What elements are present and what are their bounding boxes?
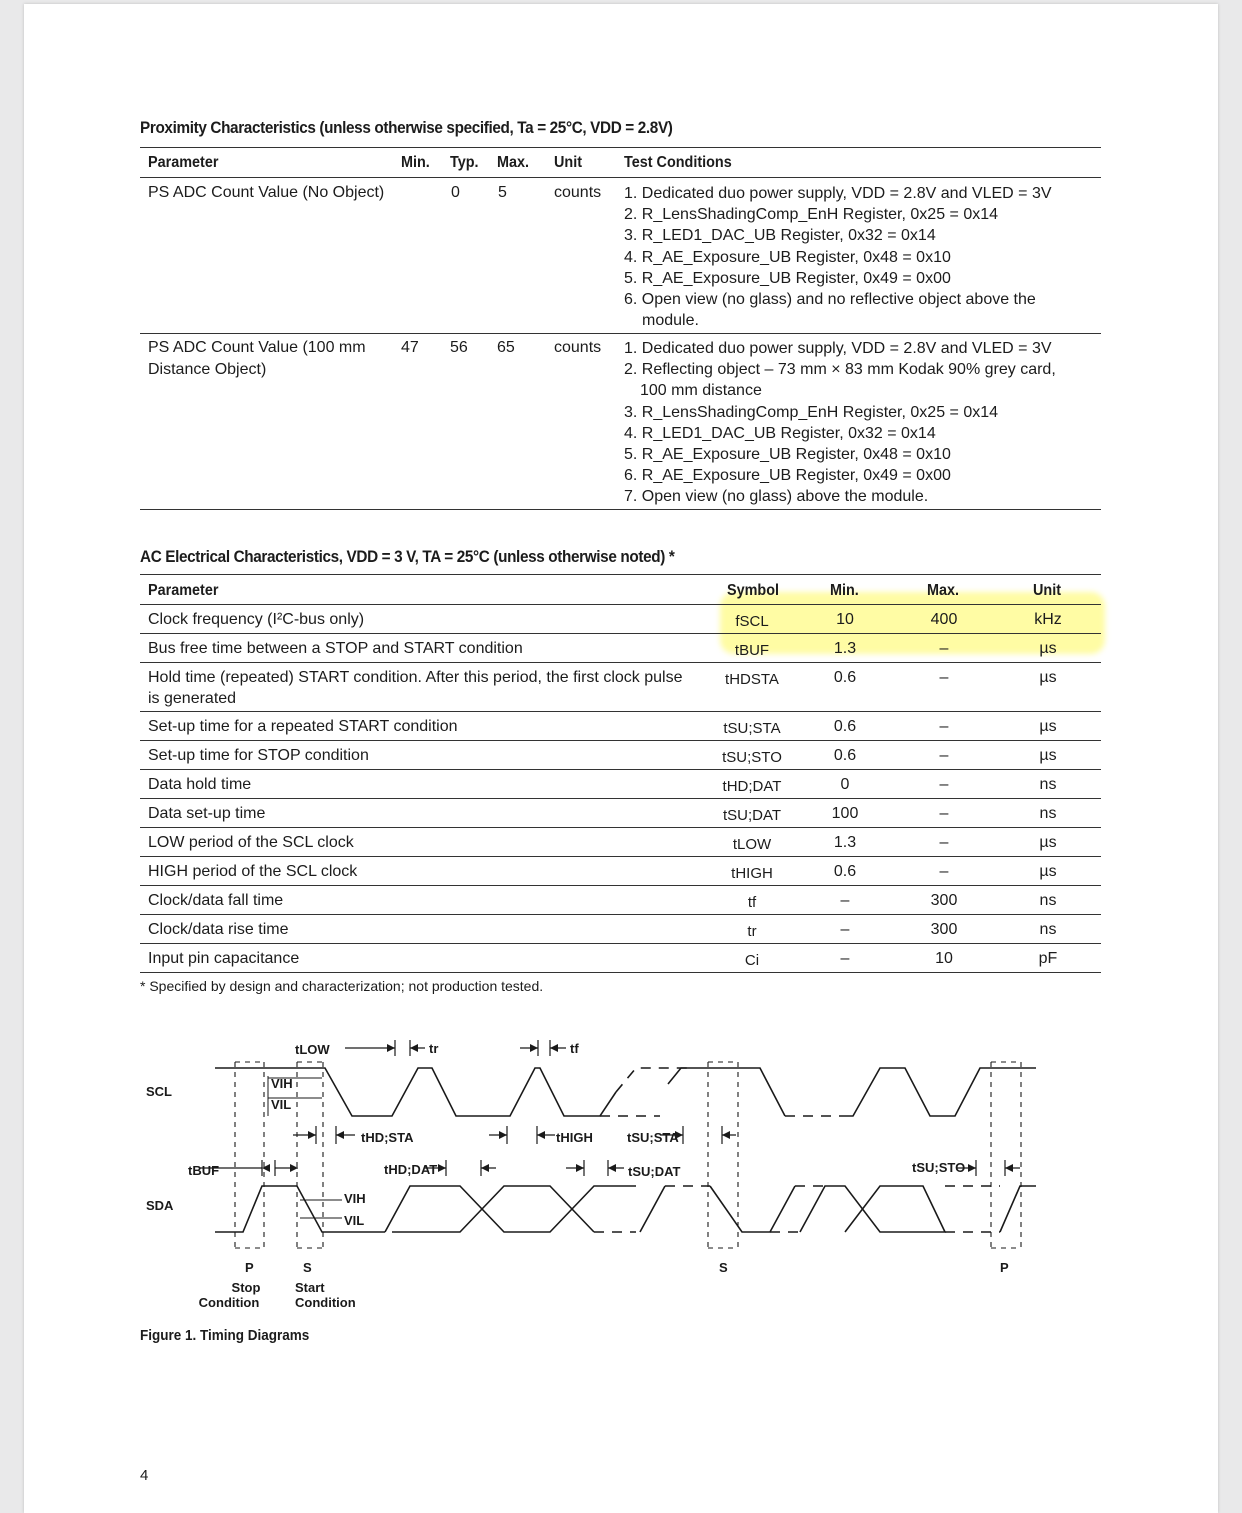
ac-max: 400: [930, 611, 958, 628]
ac-symbol: tHDSTA: [725, 671, 779, 688]
prox-row1-typ: 0: [451, 184, 460, 201]
col-header-test-conditions: Test Conditions: [624, 154, 732, 171]
condition-line: 6. R_AE_Exposure_UB Register, 0x49 = 0x00: [624, 467, 951, 485]
col-header-min: Min.: [401, 154, 430, 171]
condition-line: 5. R_AE_Exposure_UB Register, 0x48 = 0x10: [624, 446, 951, 464]
prox-row2-min: 47: [401, 339, 419, 356]
ac-unit: µs: [1039, 863, 1057, 880]
tsusta-label: tSU;STA: [627, 1130, 679, 1145]
sda-waveform-upper: [385, 1186, 636, 1232]
ac-symbol: tHD;DAT: [722, 778, 782, 795]
scl-label: SCL: [146, 1084, 172, 1099]
col-header-unit: Unit: [554, 154, 582, 171]
ac-unit: µs: [1039, 669, 1057, 686]
ac-param: Clock/data rise time: [148, 921, 289, 938]
ac-footnote: * Specified by design and characterization; not production tested.: [140, 978, 544, 994]
ac-param-cont: is generated: [148, 690, 237, 707]
p-marker-1: P: [245, 1260, 254, 1275]
prox-row1-unit: counts: [554, 184, 602, 201]
sda-label: SDA: [146, 1198, 174, 1213]
ac-max: 300: [930, 921, 958, 938]
ac-header-parameter: Parameter: [148, 582, 219, 599]
start-condition-label: Start: [295, 1280, 325, 1295]
ac-title: AC Electrical Characteristics, VDD = 3 V, TA = 25°C (unless otherwise noted) *: [140, 547, 675, 566]
ac-symbol: tBUF: [734, 642, 770, 659]
col-header-max: Max.: [497, 154, 530, 171]
ac-unit: µs: [1039, 747, 1057, 764]
ac-unit: µs: [1039, 834, 1057, 851]
ac-symbol: tSU;DAT: [722, 807, 782, 824]
sda-waveform-4: [1000, 1186, 1036, 1232]
ac-min: 1.3: [833, 640, 857, 657]
ac-min: –: [840, 892, 850, 909]
thigh-label: tHIGH: [556, 1130, 593, 1145]
p-marker-2: P: [1000, 1260, 1009, 1275]
tsudat-label: tSU;DAT: [628, 1164, 681, 1179]
tsusto-label: tSU;STO: [912, 1160, 966, 1175]
ac-min: –: [840, 950, 850, 967]
ac-max: –: [939, 805, 949, 822]
prox-row2-param: PS ADC Count Value (100 mm: [148, 339, 366, 356]
scl-waveform-3: [840, 1068, 1036, 1116]
page-number: 4: [140, 1467, 149, 1484]
ac-param: Data hold time: [148, 776, 252, 793]
prox-row1-max: 5: [498, 184, 507, 201]
prox-row1-param: PS ADC Count Value (No Object): [148, 184, 385, 201]
ac-max: –: [939, 640, 949, 657]
condition-line: module.: [642, 312, 699, 330]
thddat-label: tHD;DAT: [384, 1162, 438, 1177]
col-header-typ: Typ.: [450, 154, 479, 171]
figure-caption: Figure 1. Timing Diagrams: [140, 1327, 310, 1344]
ac-header-unit: Unit: [1033, 582, 1061, 599]
condition-line: 1. Dedicated duo power supply, VDD = 2.8V and VLED = 3V: [624, 340, 1052, 357]
ac-min: –: [840, 921, 850, 938]
condition-line: 100 mm distance: [640, 382, 762, 400]
prox-row2-max: 65: [497, 339, 515, 356]
vil-scl-label: VIL: [271, 1097, 292, 1112]
ac-param: Set-up time for a repeated START condition: [148, 718, 458, 735]
condition-line: 2. R_LensShadingComp_EnH Register, 0x25 = 0x14: [624, 206, 999, 224]
ac-unit: kHz: [1034, 611, 1062, 628]
ac-param: LOW period of the SCL clock: [148, 834, 354, 851]
ac-max: –: [939, 863, 949, 880]
ac-min: 100: [831, 805, 859, 822]
condition-line: 3. R_LensShadingComp_EnH Register, 0x25 = 0x14: [624, 403, 999, 421]
stop-condition-label: Stop: [231, 1280, 261, 1295]
ac-param: Data set-up time: [148, 805, 266, 822]
ac-unit: ns: [1039, 892, 1057, 909]
ac-param: Hold time (repeated) START condition. After this period, the first clock pulse: [148, 669, 683, 686]
condition-line: 4. R_AE_Exposure_UB Register, 0x48 = 0x10: [624, 248, 951, 266]
ac-symbol: tLOW: [732, 836, 772, 853]
ac-min: 0.6: [833, 718, 857, 735]
s-marker-1: S: [303, 1260, 312, 1275]
ac-unit: ns: [1039, 921, 1057, 938]
ac-min: 10: [836, 611, 854, 628]
vih-sda-label: VIH: [344, 1191, 366, 1206]
ac-unit: µs: [1039, 640, 1057, 657]
sda-waveform-lower: [392, 1186, 594, 1232]
prox-row2-typ: 56: [450, 339, 468, 356]
tbuf-label: tBUF: [188, 1163, 220, 1178]
ac-max: 10: [935, 950, 953, 967]
ac-param: HIGH period of the SCL clock: [148, 863, 358, 880]
ac-min: 0.6: [833, 863, 857, 880]
prox-row2-param-cont: Distance Object): [148, 361, 267, 378]
condition-line: 3. R_LED1_DAC_UB Register, 0x32 = 0x14: [624, 227, 936, 245]
arrowheads: [262, 1044, 1013, 1172]
ac-symbol: tHIGH: [731, 865, 773, 882]
ac-symbol: fSCL: [735, 613, 769, 630]
prox-row2-unit: counts: [554, 339, 602, 356]
ac-min: 0.6: [833, 669, 857, 686]
condition-line: 5. R_AE_Exposure_UB Register, 0x49 = 0x00: [624, 269, 951, 287]
tlow-label: tLOW: [295, 1042, 330, 1057]
ac-symbol: Ci: [744, 952, 760, 969]
ac-unit: ns: [1039, 776, 1057, 793]
ac-symbol: tr: [747, 923, 757, 940]
ac-param: Clock frequency (I²C-bus only): [148, 611, 365, 628]
ac-unit: ns: [1039, 805, 1057, 822]
ac-max: –: [939, 718, 949, 735]
condition-line: 1. Dedicated duo power supply, VDD = 2.8V and VLED = 3V: [624, 185, 1052, 202]
ac-header-symbol: Symbol: [727, 582, 780, 599]
tr-label: tr: [429, 1041, 439, 1056]
sda-waveform-2: [710, 1186, 795, 1232]
tf-label: tf: [570, 1041, 579, 1056]
ac-unit: pF: [1038, 950, 1058, 967]
ac-symbol: tSU;STO: [722, 749, 782, 766]
vih-scl-label: VIH: [271, 1076, 293, 1091]
ac-max: –: [939, 747, 949, 764]
ac-max: –: [939, 669, 949, 686]
proximity-title: Proximity Characteristics (unless otherwise specified, Ta = 25°C, VDD = 2.8V): [140, 118, 673, 137]
ac-max: 300: [930, 892, 958, 909]
thdsta-label: tHD;STA: [361, 1130, 414, 1145]
ac-param: Bus free time between a STOP and START condition: [148, 640, 523, 657]
ac-header-max: Max.: [927, 582, 960, 599]
col-header-parameter: Parameter: [148, 154, 219, 171]
ac-unit: µs: [1039, 718, 1057, 735]
sda-edge: [640, 1186, 665, 1232]
scl-waveform-2: [668, 1068, 785, 1116]
vil-sda-label: VIL: [344, 1213, 365, 1228]
ac-param: Set-up time for STOP condition: [148, 747, 369, 764]
ac-symbol: tSU;STA: [723, 720, 781, 737]
condition-line: 7. Open view (no glass) above the module.: [624, 488, 929, 506]
s-marker-2: S: [719, 1260, 728, 1275]
stop-condition-label-2: Condition: [198, 1295, 260, 1310]
ac-header-min: Min.: [830, 582, 859, 599]
ac-symbol: tf: [747, 894, 757, 911]
condition-line: 2. Reflecting object – 73 mm × 83 mm Kodak 90% grey card,: [624, 361, 1056, 379]
ac-min: 1.3: [833, 834, 857, 851]
ac-param: Clock/data fall time: [148, 892, 284, 909]
sda-waveform-3: [800, 1186, 945, 1232]
condition-line: 6. Open view (no glass) and no reflective object above the: [624, 291, 1036, 309]
ac-min: 0: [840, 776, 850, 793]
ac-max: –: [939, 834, 949, 851]
ac-param: Input pin capacitance: [148, 950, 300, 967]
ac-min: 0.6: [833, 747, 857, 764]
ac-max: –: [939, 776, 949, 793]
condition-line: 4. R_LED1_DAC_UB Register, 0x32 = 0x14: [624, 424, 936, 442]
start-condition-label-2: Condition: [295, 1295, 356, 1310]
